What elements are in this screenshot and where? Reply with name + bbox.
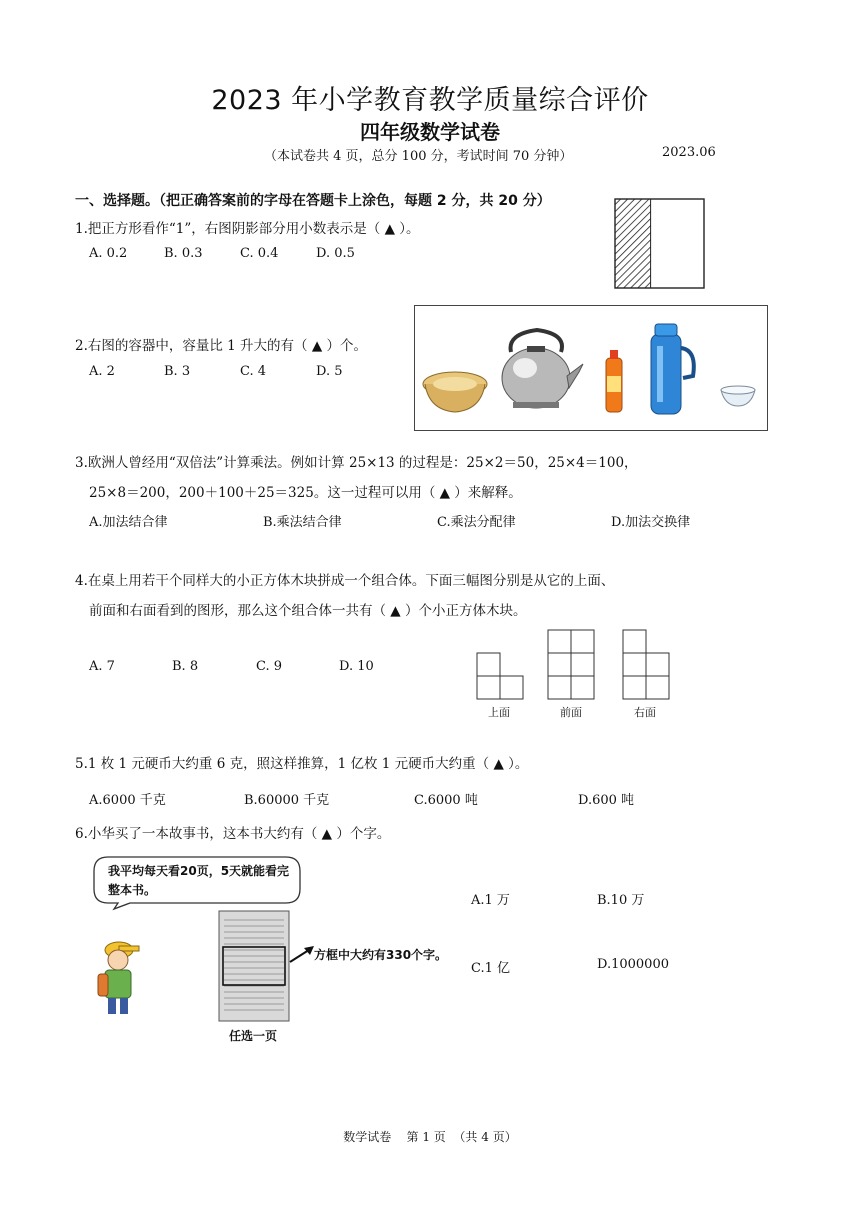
q2-option-b: B. 3 (164, 364, 191, 379)
q4-stem-line1: 4.在桌上用若干个同样大的小正方体木块拼成一个组合体。下面三幅图分别是从它的上面、 (75, 573, 615, 589)
q3-option-c: C.乘法分配律 (437, 515, 516, 530)
q4-option-d: D. 10 (339, 659, 374, 674)
q1-option-b: B. 0.3 (164, 246, 203, 261)
q4-option-c: C. 9 (256, 659, 283, 674)
q6-option-a: A.1 万 (471, 893, 510, 908)
view-label-top: 上面 (488, 706, 510, 719)
speech-bubble-text: 我平均每天看20页，5天就能看完整本书。 (108, 864, 290, 897)
page-footer: 数学试卷 第 1 页 （共 4 页） (343, 1130, 517, 1144)
q3-stem-line1: 3.欧洲人曾经用“双倍法”计算乘法。例如计算 25×13 的过程是：25×2＝50，25×4＝100， (75, 455, 638, 471)
callout-text: 方框中大约有330个字。 (314, 948, 448, 962)
q4-option-a: A. 7 (89, 659, 115, 674)
small-bowl-image (721, 386, 755, 406)
thermos-image (651, 324, 694, 414)
exam-date: 2023.06 (662, 145, 716, 160)
right-view-grid (623, 630, 669, 699)
q6-stem: 6.小华买了一本故事书，这本书大约有（ ▲ ）个字。 (75, 826, 391, 842)
top-view-grid (477, 653, 523, 699)
q2-option-c: C. 4 (240, 364, 267, 379)
kettle-image (502, 330, 583, 408)
juice-bottle-image (606, 350, 622, 412)
boy-illustration (94, 932, 144, 1018)
view-label-right: 右面 (634, 706, 656, 719)
q4-three-views (476, 628, 676, 702)
q6-option-b: B.10 万 (597, 893, 645, 908)
q1-stem: 1.把正方形看作“1”，右图阴影部分用小数表示是（ ▲ ）。 (75, 221, 420, 237)
book-page-image (218, 910, 290, 1022)
q3-option-b: B.乘法结合律 (263, 515, 342, 530)
q6-option-c: C.1 亿 (471, 961, 511, 976)
q5-option-c: C.6000 吨 (414, 793, 478, 808)
exam-title: 2023 年小学教育教学质量综合评价 (211, 85, 649, 116)
q5-option-d: D.600 吨 (578, 793, 635, 808)
section-heading: 一、选择题。（把正确答案前的字母在答题卡上涂色，每题 2 分，共 20 分） (75, 193, 551, 209)
q5-option-a: A.6000 千克 (89, 793, 166, 808)
q1-option-a: A. 0.2 (89, 246, 128, 261)
q3-stem-line2: 25×8＝200，200＋100＋25＝325。这一过程可以用（ ▲ ）来解释。 (89, 485, 522, 501)
q2-containers-figure (414, 305, 768, 431)
q5-option-b: B.60000 千克 (244, 793, 330, 808)
q1-shaded-part (615, 199, 651, 288)
page-caption: 任选一页 (229, 1029, 278, 1043)
q3-option-a: A.加法结合律 (89, 515, 168, 530)
exam-subtitle: 四年级数学试卷 (360, 120, 500, 144)
q4-stem-line2: 前面和右面看到的图形，那么这个组合体一共有（ ▲ ）个小正方体木块。 (89, 603, 527, 619)
q3-option-d: D.加法交换律 (611, 515, 691, 530)
q6-option-d: D.1000000 (597, 957, 669, 972)
front-view-grid (548, 630, 594, 699)
q2-option-d: D. 5 (316, 364, 343, 379)
q1-option-c: C. 0.4 (240, 246, 279, 261)
q5-stem: 5.1 枚 1 元硬币大约重 6 克，照这样推算，1 亿枚 1 元硬币大约重（ ▲ ）。 (75, 756, 529, 772)
q2-option-a: A. 2 (89, 364, 115, 379)
basin-image (423, 372, 487, 412)
q2-stem: 2.右图的容器中，容量比 1 升大的有（ ▲ ）个。 (75, 338, 368, 354)
q1-square-figure (614, 198, 706, 290)
exam-note: （本试卷共 4 页，总分 100 分，考试时间 70 分钟） (264, 149, 573, 164)
view-label-front: 前面 (560, 706, 582, 719)
q1-option-d: D. 0.5 (316, 246, 355, 261)
q4-option-b: B. 8 (172, 659, 199, 674)
